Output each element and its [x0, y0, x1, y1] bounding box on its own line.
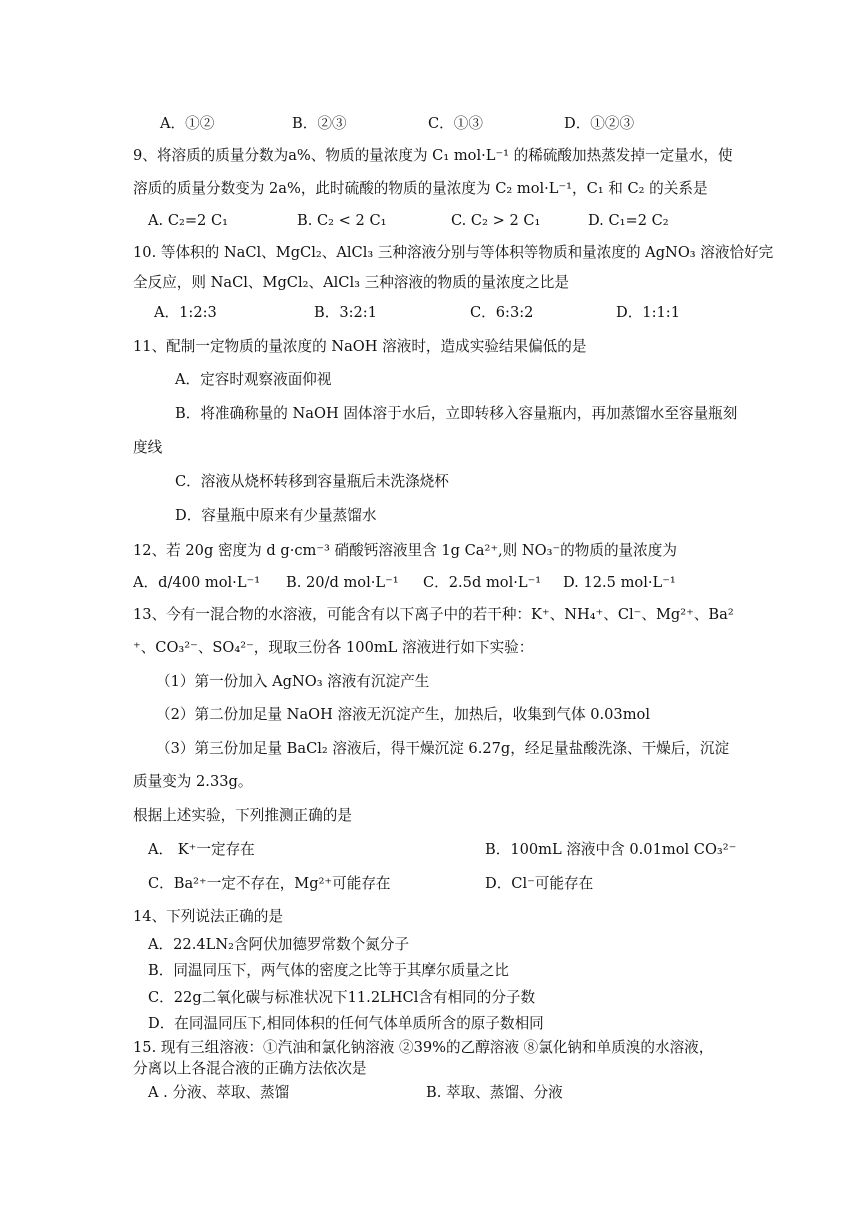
q8-option-b: B．②③ [292, 115, 347, 132]
q9-option-d: D. C₁=2 C₂ [588, 212, 669, 229]
q14-option-c: C．22g二氧化碳与标准状况下11.2LHCl含有相同的分子数 [148, 989, 536, 1006]
q11-stem: 11、配制一定物质的量浓度的 NaOH 溶液时，造成实验结果偏低的是 [133, 338, 587, 355]
q13-experiment-3-line2: 质量变为 2.33g。 [133, 773, 253, 790]
q14-option-a: A．22.4LN₂含阿伏加德罗常数个氮分子 [148, 936, 410, 953]
q13-experiment-2: （2）第二份加足量 NaOH 溶液无沉淀产生，加热后，收集到气体 0.03mol [156, 706, 650, 723]
q9-option-a: A. C₂=2 C₁ [148, 212, 229, 229]
q11-option-a: A．定容时观察液面仰视 [175, 371, 332, 388]
q13-option-a: A． K⁺一定存在 [148, 841, 255, 858]
q12-option-c: C．2.5d mol·L⁻¹ [423, 574, 542, 591]
q15-option-b: B. 萃取、蒸馏、分液 [426, 1084, 563, 1101]
q9-stem-line2: 溶质的质量分数变为 2a%，此时硫酸的物质的量浓度为 C₂ mol·L⁻¹，C₁ 和 C₂ 的关系是 [133, 180, 708, 197]
q13-prompt: 根据上述实验，下列推测正确的是 [133, 807, 352, 824]
q11-option-d: D．容量瓶中原来有少量蒸馏水 [175, 507, 377, 524]
q10-option-c: C．6:3:2 [470, 304, 534, 321]
q12-option-d: D. 12.5 mol·L⁻¹ [563, 574, 676, 591]
q10-stem-line2: 全反应，则 NaCl、MgCl₂、AlCl₃ 三种溶液的物质的量浓度之比是 [133, 274, 569, 291]
q13-experiment-1: （1）第一份加入 AgNO₃ 溶液有沉淀产生 [156, 673, 430, 690]
q12-options [133, 573, 713, 593]
q9-option-b: B. C₂ < 2 C₁ [297, 212, 387, 229]
q14-option-b: B．同温同压下，两气体的密度之比等于其摩尔质量之比 [148, 962, 509, 979]
q13-option-c: C．Ba²⁺一定不存在，Mg²⁺可能存在 [148, 875, 391, 892]
q15-option-a: A . 分液、萃取、蒸馏 [148, 1084, 290, 1101]
q13-option-b: B．100mL 溶液中含 0.01mol CO₃²⁻ [485, 841, 737, 858]
q10-stem-line1: 10. 等体积的 NaCl、MgCl₂、AlCl₃ 三种溶液分别与等体积等物质和量浓度的 AgNO₃ 溶液恰好完 [133, 244, 774, 261]
q8-options [160, 114, 720, 134]
q10-option-d: D．1:1:1 [616, 304, 680, 321]
q12-option-a: A．d/400 mol·L⁻¹ [133, 574, 261, 591]
q8-option-a: A．①② [160, 115, 215, 132]
q9-stem-line1: 9、将溶质的质量分数为a%、物质的量浓度为 C₁ mol·L⁻¹ 的稀硫酸加热蒸发掉一定量水，使 [133, 147, 733, 164]
q10-option-a: A．1:2:3 [154, 304, 217, 321]
q10-options [154, 303, 714, 323]
q8-option-d: D．①②③ [564, 115, 635, 132]
q10-option-b: B．3:2:1 [314, 304, 378, 321]
q13-stem-line1: 13、今有一混合物的水溶液，可能含有以下离子中的若干种：K⁺、NH₄⁺、Cl⁻、Mg²⁺、Ba² [133, 606, 734, 623]
q11-option-c: C．溶液从烧杯转移到容量瓶后未洗涤烧杯 [175, 473, 449, 490]
q15-stem-line1: 15. 现有三组溶液：①汽油和氯化钠溶液 ②39%的乙醇溶液 ⑧氯化钠和单质溴的水溶液， [133, 1039, 714, 1056]
q13-experiment-3-line1: （3）第三份加足量 BaCl₂ 溶液后，得干燥沉淀 6.27g，经足量盐酸洗涤、干燥后，沉淀 [156, 740, 730, 757]
q12-stem: 12、若 20g 密度为 d g·cm⁻³ 硝酸钙溶液里含 1g Ca²⁺,则 NO₃⁻的物质的量浓度为 [133, 542, 677, 559]
q9-options [148, 211, 708, 231]
q15-stem-line2: 分离以上各混合液的正确方法依次是 [133, 1060, 367, 1077]
q11-option-b-line2: 度线 [133, 439, 163, 456]
q13-stem-line2: ⁺、CO₃²⁻、SO₄²⁻，现取三份各 100mL 溶液进行如下实验： [133, 639, 534, 656]
q9-option-c: C. C₂ > 2 C₁ [451, 212, 541, 229]
q12-option-b: B. 20/d mol·L⁻¹ [286, 574, 399, 591]
q8-option-c: C．①③ [428, 115, 483, 132]
q14-stem: 14、下列说法正确的是 [133, 908, 283, 925]
q13-option-d: D．Cl⁻可能存在 [485, 875, 594, 892]
q11-option-b-line1: B．将准确称量的 NaOH 固体溶于水后，立即转移入容量瓶内，再加蒸馏水至容量瓶刻 [175, 405, 738, 422]
q14-option-d: D．在同温同压下,相同体积的任何气体单质所含的原子数相同 [148, 1015, 544, 1032]
